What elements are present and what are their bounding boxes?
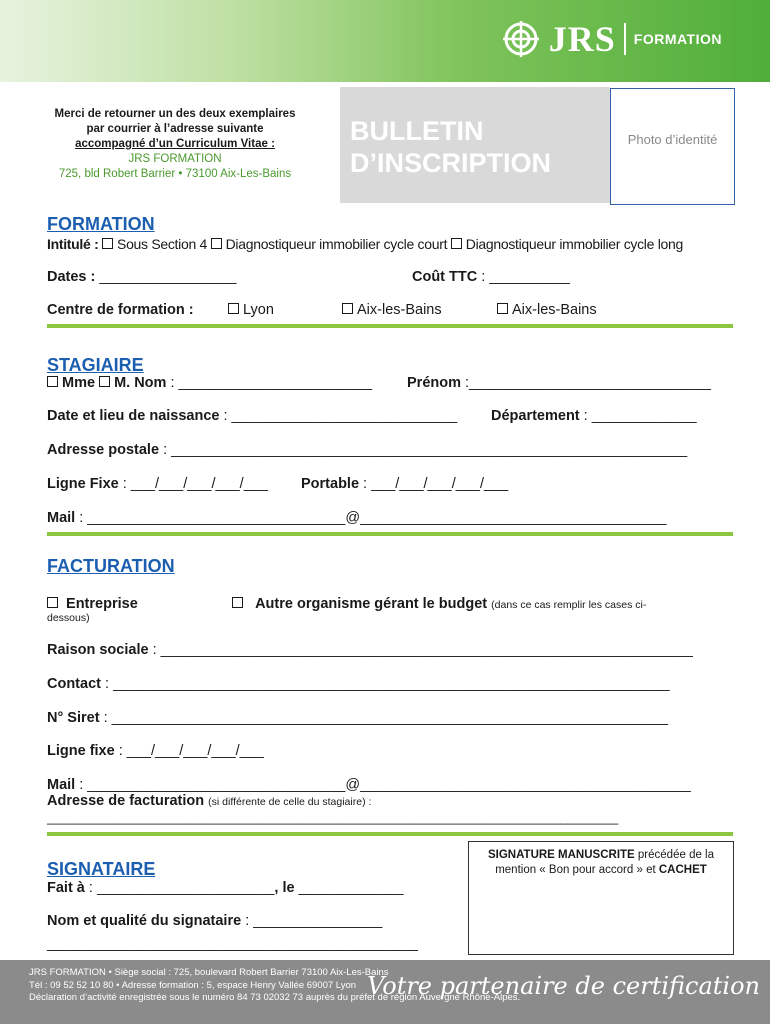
lyon-checkbox[interactable] [228, 303, 239, 314]
departement-row[interactable] [491, 408, 697, 424]
adresse-field[interactable]: : ________________________________________________________________ [163, 442, 688, 458]
aix1-checkbox[interactable] [342, 303, 353, 314]
fact-adresse-note: (si différente de celle du stagiaire) : [208, 796, 372, 808]
m-checkbox[interactable] [99, 376, 110, 387]
centre-lyon[interactable] [228, 302, 274, 318]
option2-label: Diagnostiqueur immobilier cycle court [225, 236, 448, 252]
fact-mail-row[interactable] [47, 777, 691, 793]
portable-row[interactable] [301, 476, 508, 492]
departement-field[interactable]: : _____________ [583, 408, 697, 424]
title-block [340, 87, 610, 203]
footer-line-3: Déclaration d’activité enregistrée sous le numéro 84 73 02032 73 auprès du préfet de région Auvergne Rhône-Alpes. [29, 992, 521, 1003]
mail-label: Mail [47, 510, 76, 526]
portable-label: Portable [301, 476, 360, 492]
nom-field[interactable]: : ________________________ [170, 375, 373, 391]
siret-label: N° Siret [47, 710, 100, 726]
prenom-label: Prénom [407, 375, 461, 391]
autre-note-cont: dessous) [47, 612, 90, 624]
intro-line-3: accompagné d’un Curriculum Vitae : [75, 138, 275, 150]
fact-fixe-row[interactable] [47, 743, 264, 759]
adresse-row[interactable] [47, 442, 687, 458]
intro-line-4: JRS FORMATION [128, 153, 222, 165]
fact-adresse-row [47, 793, 371, 809]
signature-text-1: précédée de la [634, 849, 715, 861]
qualite-row[interactable] [47, 913, 382, 929]
fact-mail-label: Mail [47, 777, 76, 793]
divider-facturation [47, 832, 733, 836]
naissance-field[interactable]: : ____________________________ [223, 408, 458, 424]
footer-slogan: Votre partenaire de certification [367, 972, 760, 1000]
dates-label: Dates : [47, 269, 96, 285]
intro-line-1: Merci de retourner un des deux exemplaires [54, 108, 296, 120]
centre-label: Centre de formation : [47, 302, 194, 318]
entreprise-checkbox[interactable] [47, 597, 58, 608]
signataire-heading: SIGNATAIRE [47, 859, 156, 879]
fait-field[interactable]: : ______________________ [88, 880, 275, 896]
divider-formation [47, 324, 733, 328]
jrs-logo [501, 18, 722, 60]
autre-row[interactable] [232, 596, 646, 612]
centre-aix-1[interactable] [342, 302, 442, 318]
fact-adresse-field[interactable]: _______________________________________________________________________________ [47, 810, 619, 825]
option3-label: Diagnostiqueur immobilier cycle long [465, 236, 683, 252]
fact-fixe-field[interactable]: : ___/___/___/___/___ [118, 743, 264, 759]
qualite-label: Nom et qualité du signataire [47, 913, 242, 929]
centre-aix-2[interactable] [497, 302, 597, 318]
autre-note: (dans ce cas remplir les cases ci- [491, 599, 647, 611]
logo-text: JRS [548, 19, 616, 59]
mail-row[interactable] [47, 510, 667, 526]
entreprise-label: Entreprise [66, 596, 138, 612]
title-line-1: BULLETIN [350, 116, 484, 146]
dates-field[interactable]: _________________ [99, 269, 237, 285]
signature-bold-1: SIGNATURE MANUSCRITE [487, 849, 635, 861]
mme-label: Mme [62, 375, 96, 391]
intitule-row [47, 236, 683, 252]
logo-separator [624, 23, 626, 55]
option3-checkbox[interactable] [451, 238, 462, 249]
logo-subtext: FORMATION [633, 31, 722, 47]
dates-row[interactable] [47, 269, 236, 285]
naissance-label: Date et lieu de naissance [47, 408, 220, 424]
m-label: M. Nom [114, 375, 167, 391]
fait-label: Fait à [47, 880, 85, 896]
facturation-heading: FACTURATION [47, 556, 175, 576]
option1-label: Sous Section 4 [117, 236, 208, 252]
contact-label: Contact [47, 676, 101, 692]
qualite-field-2[interactable]: ______________________________________________ [47, 936, 418, 952]
footer-line-1: JRS FORMATION • Siège social : 725, boulevard Robert Barrier 73100 Aix-Les-Bains [29, 967, 389, 978]
cout-label: Coût TTC [412, 269, 478, 285]
le-field[interactable]: _____________ [298, 880, 404, 896]
fact-fixe-label: Ligne fixe [47, 743, 115, 759]
qualite-field[interactable]: : ________________ [245, 913, 383, 929]
aix1-label: Aix-les-Bains [357, 302, 442, 318]
signature-box[interactable] [468, 841, 734, 955]
fixe-field[interactable]: : ___/___/___/___/___ [122, 476, 268, 492]
lyon-label: Lyon [243, 302, 274, 318]
cout-row[interactable] [412, 269, 570, 285]
divider-stagiaire [47, 532, 733, 536]
stagiaire-heading: STAGIAIRE [47, 355, 144, 375]
raison-label: Raison sociale [47, 642, 149, 658]
portable-field[interactable]: : ___/___/___/___/___ [363, 476, 509, 492]
photo-box[interactable] [610, 88, 735, 205]
raison-field[interactable]: : __________________________________________________________________ [152, 642, 693, 658]
intitule-label: Intitulé : [47, 236, 99, 252]
autre-checkbox[interactable] [232, 597, 243, 608]
departement-label: Département [491, 408, 580, 424]
option1-checkbox[interactable] [102, 238, 113, 249]
cout-field[interactable]: : __________ [481, 269, 570, 285]
nom-row [47, 375, 372, 391]
mail-field[interactable]: : ________________________________@______________________________________ [79, 510, 667, 526]
intro-line-2: par courrier à l’adresse suivante [86, 123, 264, 135]
formation-heading: FORMATION [47, 214, 155, 234]
fact-mail-field[interactable]: : ________________________________@_________________________________________ [79, 777, 691, 793]
raison-row[interactable] [47, 642, 693, 658]
entreprise-row[interactable] [47, 596, 138, 612]
signature-bold-2: CACHET [658, 864, 707, 876]
contact-field[interactable]: : _____________________________________________________________________ [105, 676, 670, 692]
centre-label-row [47, 302, 194, 318]
naissance-row[interactable] [47, 408, 457, 424]
le-label: , le [274, 880, 295, 896]
aix2-checkbox[interactable] [497, 303, 508, 314]
aix2-label: Aix-les-Bains [512, 302, 597, 318]
fixe-label: Ligne Fixe [47, 476, 119, 492]
footer [0, 960, 770, 1024]
footer-line-2: Tél : 09 52 52 10 80 • Adresse formation : 5, espace Henry Vallée 69007 Lyon [29, 979, 357, 991]
fait-row[interactable] [47, 880, 403, 896]
intro-block [22, 107, 328, 182]
siret-row[interactable] [47, 710, 668, 726]
autre-label: Autre organisme gérant le budget [255, 596, 488, 612]
photo-label: Photo d’identité [627, 132, 718, 147]
intro-line-5: 725, bld Robert Barrier • 73100 Aix-Les-Bains [58, 168, 292, 180]
mme-checkbox[interactable] [47, 376, 58, 387]
contact-row[interactable] [47, 676, 670, 692]
prenom-field[interactable]: :______________________________ [465, 375, 711, 391]
prenom-row[interactable] [407, 375, 711, 391]
adresse-label: Adresse postale [47, 442, 160, 458]
target-logo-icon [501, 19, 541, 59]
title-line-2: D’INSCRIPTION [350, 148, 552, 178]
option2-checkbox[interactable] [211, 238, 222, 249]
signature-text-2: mention « Bon pour accord » et [495, 864, 659, 876]
fact-adresse-label: Adresse de facturation [47, 793, 205, 809]
siret-field[interactable]: : _____________________________________________________________________ [103, 710, 669, 726]
fixe-row[interactable] [47, 476, 268, 492]
